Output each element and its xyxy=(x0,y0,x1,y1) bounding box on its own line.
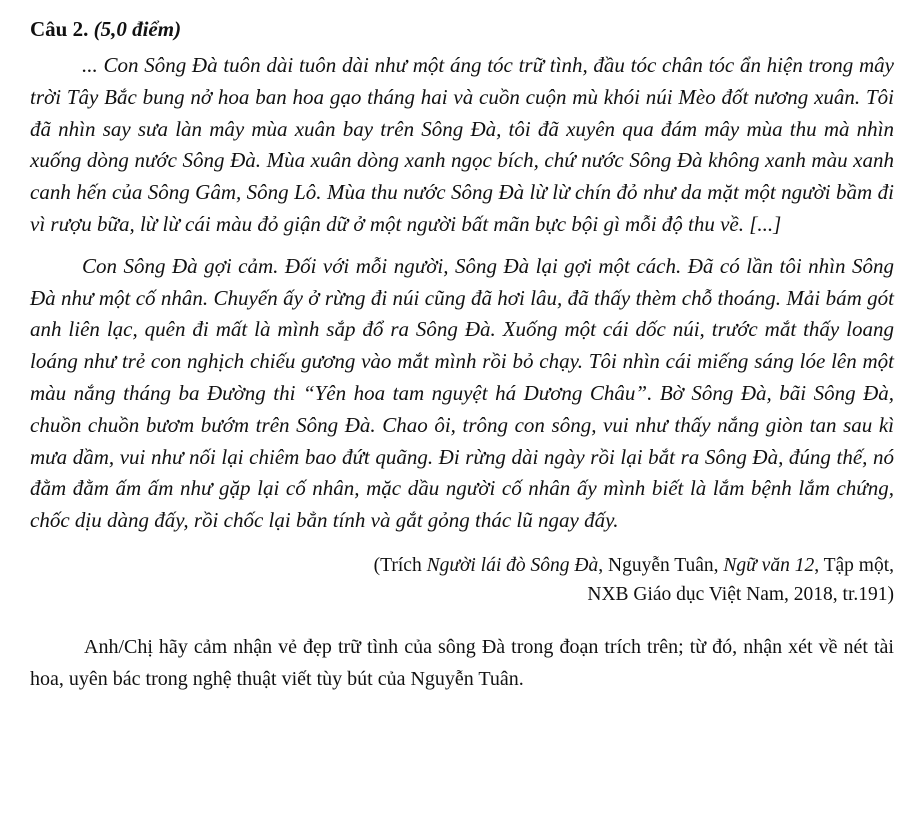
question-number: Câu 2. xyxy=(30,17,89,41)
citation-open: (Trích xyxy=(373,554,427,576)
passage-paragraph-2: Con Sông Đà gợi cảm. Đối với mỗi người, Sông Đà lại gợi một cách. Đã có lần tôi nhìn Sông Đà như một cố nhân. Chuyến ấy ở rừng đi núi cũng đã hơi lâu, đã thấy thèm chỗ thoáng. Mải bám gót anh liên lạc, quên đi mất là mình sắp đổ ra Sông Đà. Xuống một cái dốc núi, trước mắt thấy loang loáng như trẻ con nghịch chiếu gương vào mắt mình rồi bỏ chạy. Tôi nhìn cái miếng sáng lóe lên một màu nắng tháng ba Đường thi “Yên hoa tam nguyệt há Dương Châu”. Bờ Sông Đà, bãi Sông Đà, chuồn chuồn bươm bướm trên Sông Đà. Chao ôi, trông con sông, vui như thấy nắng giòn tan sau kì mưa dầm, vui như nối lại chiêm bao đứt quãng. Đi rừng dài ngày rồi lại bắt ra Sông Đà, đúng thế, nó đằm đằm ấm ấm như gặp lại cố nhân, mặc dầu người cố nhân ấy mình biết là lắm bệnh lắm chứng, chốc dịu dàng đấy, rồi chốc lại bẳn tính và gắt gỏng thác lũ ngay đấy. xyxy=(30,253,894,533)
passage-paragraph-1: ... Con Sông Đà tuôn dài tuôn dài như một áng tóc trữ tình, đầu tóc chân tóc ẩn hiện trong mây trời Tây Bắc bung nở hoa ban hoa gạo tháng hai và cuồn cuộn mù khói núi Mèo đốt nương xuân. Tôi đã nhìn say sưa làn mây mùa xuân bay trên Sông Đà, tôi đã xuyên qua đám mây mùa thu mà nhìn xuống dòng nước Sông Đà. Mùa xuân dòng xanh ngọc bích, chứ nước Sông Đà không xanh màu xanh canh hến của Sông Gâm, Sông Lô. Mùa thu nước Sông Đà lừ lừ chín đỏ như da mặt một người bầm đi vì rượu bữa, lừ lừ cái màu đỏ giận dữ ở một người bất mãn bực bội gì mỗi độ thu về. [...] xyxy=(30,53,894,236)
excerpt-passage xyxy=(30,50,894,537)
citation-book-title: Ngữ văn 12 xyxy=(723,554,815,576)
question-score: (5,0 điểm) xyxy=(93,17,182,41)
question-heading xyxy=(30,14,894,44)
citation-work-title: Người lái đò Sông Đà xyxy=(426,554,599,576)
source-citation xyxy=(30,551,894,609)
task-prompt: Anh/Chị hãy cảm nhận vẻ đẹp trữ tình của sông Đà trong đoạn trích trên; từ đó, nhận xét về nét tài hoa, uyên bác trong nghệ thuật viết tùy bút của Nguyễn Tuân. xyxy=(30,635,894,690)
citation-author: , Nguyễn Tuân, xyxy=(598,554,724,576)
citation-line-1 xyxy=(30,551,894,580)
citation-volume: , Tập một, xyxy=(814,554,894,576)
citation-line-2: NXB Giáo dục Việt Nam, 2018, tr.191) xyxy=(587,583,894,605)
